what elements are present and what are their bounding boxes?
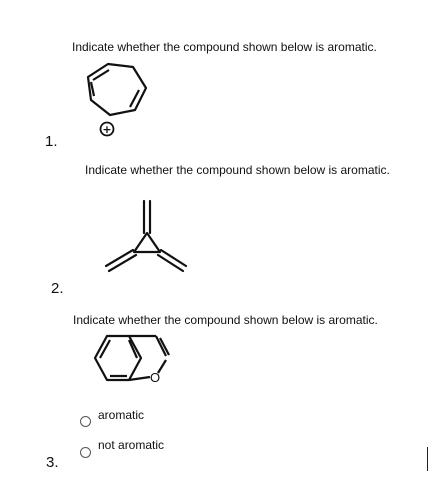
question-3-number: 3. bbox=[46, 454, 59, 471]
text-cursor bbox=[427, 447, 428, 471]
not-aromatic-radio[interactable] bbox=[80, 447, 91, 458]
oxygen-atom-label: O bbox=[149, 370, 161, 385]
aromatic-radio[interactable] bbox=[80, 416, 91, 427]
option-not-aromatic-row[interactable] bbox=[80, 447, 91, 458]
option-aromatic-row[interactable] bbox=[80, 416, 91, 427]
question-1-number: 1. bbox=[45, 133, 58, 150]
question-2-prompt: Indicate whether the compound shown below is aromatic. bbox=[85, 163, 390, 177]
trimethylenecyclopropane-structure bbox=[100, 195, 195, 275]
cycloheptatrienyl-cation-structure bbox=[75, 52, 165, 142]
question-3-prompt: Indicate whether the compound shown below is aromatic. bbox=[73, 313, 378, 327]
positive-charge-label: + bbox=[102, 123, 112, 136]
question-2-number: 2. bbox=[51, 280, 64, 297]
benzofuran-structure bbox=[84, 328, 184, 390]
not-aromatic-label[interactable]: not aromatic bbox=[98, 438, 165, 452]
aromatic-label[interactable]: aromatic bbox=[98, 408, 145, 422]
question-1-prompt: Indicate whether the compound shown below is aromatic. bbox=[72, 40, 377, 54]
